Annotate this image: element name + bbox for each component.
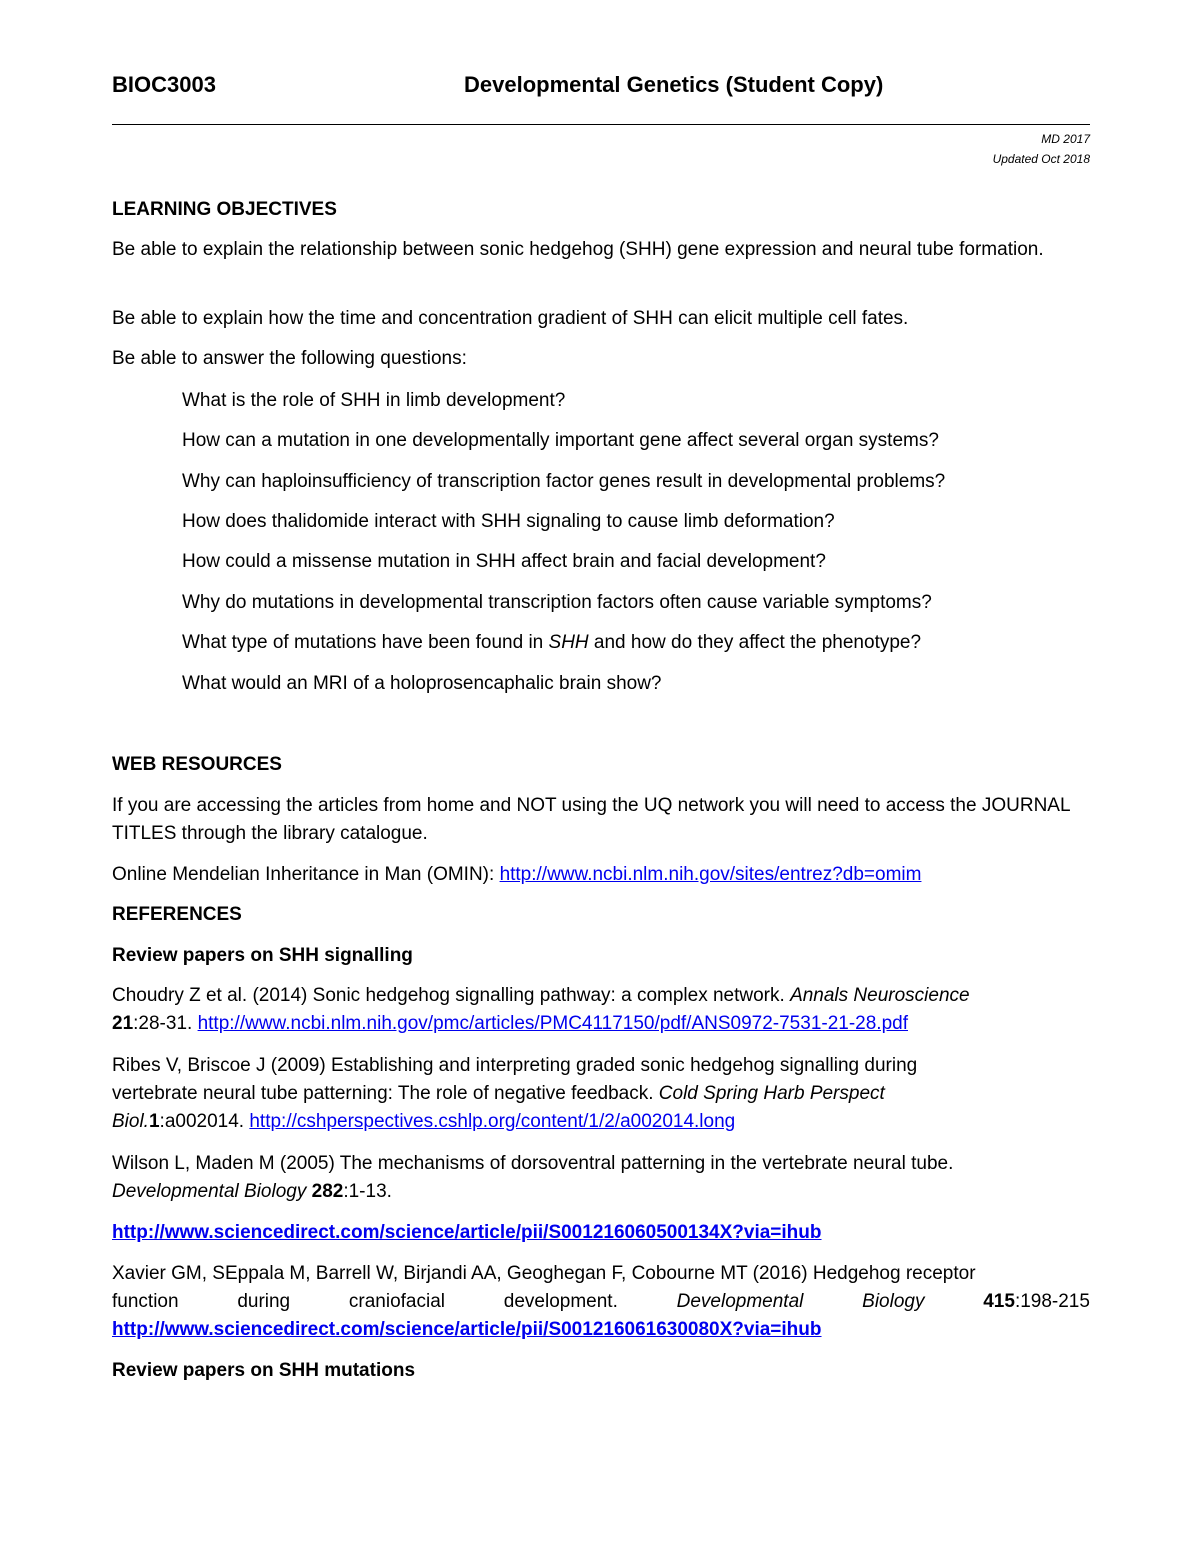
question-7-post: and how do they affect the phenotype? bbox=[588, 632, 922, 653]
ref4-word-1: function bbox=[112, 1291, 179, 1312]
objective-1: Be able to explain the relationship between sonic hedgehog (SHH) gene expression and neural tube formation. bbox=[112, 239, 1044, 260]
document-title: Developmental Genetics (Student Copy) bbox=[464, 72, 884, 97]
web-resources-heading: WEB RESOURCES bbox=[112, 754, 282, 775]
omim-link[interactable]: http://www.ncbi.nlm.nih.gov/sites/entrez?db=omim bbox=[499, 864, 922, 885]
ref4-volume-pages bbox=[983, 1288, 1090, 1316]
ref2-journal-line2: Cold Spring Harb Perspect bbox=[658, 1083, 885, 1104]
ref4-word-4: development. bbox=[503, 1291, 618, 1312]
ref1-journal: Annals Neuroscience bbox=[790, 985, 970, 1006]
learning-objectives-heading: LEARNING OBJECTIVES bbox=[112, 199, 337, 220]
reference-4 bbox=[112, 1260, 1090, 1344]
question-7-gene: SHH bbox=[548, 632, 589, 653]
reference-1 bbox=[112, 982, 1090, 1038]
ref1-text: Choudry Z et al. (2014) Sonic hedgehog signalling pathway: a complex network. bbox=[112, 985, 791, 1006]
updated-line: Updated Oct 2018 bbox=[992, 152, 1090, 166]
ref2-journal-line3: Biol. bbox=[112, 1111, 149, 1132]
question-2: How can a mutation in one developmentally important gene affect several organ systems? bbox=[182, 430, 939, 451]
mutations-subheading: Review papers on SHH mutations bbox=[112, 1360, 416, 1381]
question-7 bbox=[182, 629, 1090, 657]
question-7-pre: What type of mutations have been found in bbox=[182, 632, 549, 653]
ref4-url-line bbox=[112, 1316, 1090, 1344]
reference-3 bbox=[112, 1150, 1090, 1206]
author-line: MD 2017 bbox=[1041, 132, 1090, 146]
omim-line bbox=[112, 861, 1090, 889]
ref4-pages: :198-215 bbox=[1014, 1291, 1090, 1312]
ref4-text-line1: Xavier GM, SEppala M, Barrell W, Birjandi AA, Geoghegan F, Cobourne MT (2016) Hedgehog receptor bbox=[112, 1263, 976, 1284]
ref4-journal-word1: Developmental bbox=[676, 1291, 804, 1312]
omim-label: Online Mendelian Inheritance in Man (OMIN): bbox=[112, 864, 500, 885]
ref1-volume: 21 bbox=[112, 1013, 134, 1034]
ref2-pages: :a002014. bbox=[159, 1111, 250, 1132]
ref3-journal: Developmental Biology bbox=[112, 1181, 307, 1202]
course-code: BIOC3003 bbox=[112, 72, 216, 97]
ref3-pages: :1-13. bbox=[343, 1181, 392, 1202]
ref4-volume: 415 bbox=[983, 1291, 1015, 1312]
ref3-link[interactable]: http://www.sciencedirect.com/science/article/pii/S001216060500134X?via=ihub bbox=[112, 1222, 822, 1243]
ref2-volume: 1 bbox=[148, 1111, 160, 1132]
ref4-word-3: craniofacial bbox=[348, 1291, 446, 1312]
ref3-url-line bbox=[112, 1219, 1090, 1247]
question-5: How could a missense mutation in SHH affect brain and facial development? bbox=[182, 551, 826, 572]
ref2-link[interactable]: http://cshperspectives.cshlp.org/content/1/2/a002014.long bbox=[249, 1111, 736, 1132]
ref4-word-2: during bbox=[237, 1291, 291, 1312]
question-4: How does thalidomide interact with SHH signaling to cause limb deformation? bbox=[182, 511, 835, 532]
question-1: What is the role of SHH in limb development? bbox=[182, 390, 566, 411]
objective-3: Be able to answer the following questions: bbox=[112, 348, 467, 369]
ref4-line2 bbox=[112, 1288, 1090, 1316]
reference-2 bbox=[112, 1052, 1090, 1136]
signalling-subheading: Review papers on SHH signalling bbox=[112, 945, 413, 966]
ref3-text: Wilson L, Maden M (2005) The mechanisms of dorsoventral patterning in the vertebrate neural tube. bbox=[112, 1153, 954, 1174]
ref2-text-line2: vertebrate neural tube patterning: The role of negative feedback. bbox=[112, 1083, 659, 1104]
page-header bbox=[112, 72, 1090, 102]
question-8: What would an MRI of a holoprosencaphalic brain show? bbox=[182, 673, 662, 694]
ref1-pages: :28-31. bbox=[133, 1013, 198, 1034]
ref4-link[interactable]: http://www.sciencedirect.com/science/article/pii/S001216061630080X?via=ihub bbox=[112, 1319, 822, 1340]
header-rule bbox=[112, 124, 1090, 125]
ref4-journal-word2: Biology bbox=[862, 1291, 925, 1312]
web-resources-note: If you are accessing the articles from home and NOT using the UQ network you will need to access the JOURNAL TITLES through the library catalogue. bbox=[112, 795, 1070, 844]
ref1-link[interactable]: http://www.ncbi.nlm.nih.gov/pmc/articles/PMC4117150/pdf/ANS0972-7531-21-28.pdf bbox=[197, 1013, 908, 1034]
ref2-text-line1: Ribes V, Briscoe J (2009) Establishing and interpreting graded sonic hedgehog signalling during bbox=[112, 1055, 918, 1076]
ref3-volume: 282 bbox=[311, 1181, 344, 1202]
objective-2: Be able to explain how the time and concentration gradient of SHH can elicit multiple cell fates. bbox=[112, 308, 909, 329]
references-heading: REFERENCES bbox=[112, 904, 242, 925]
question-3: Why can haploinsufficiency of transcription factor genes result in developmental problems? bbox=[182, 471, 946, 492]
question-6: Why do mutations in developmental transcription factors often cause variable symptoms? bbox=[182, 592, 932, 613]
